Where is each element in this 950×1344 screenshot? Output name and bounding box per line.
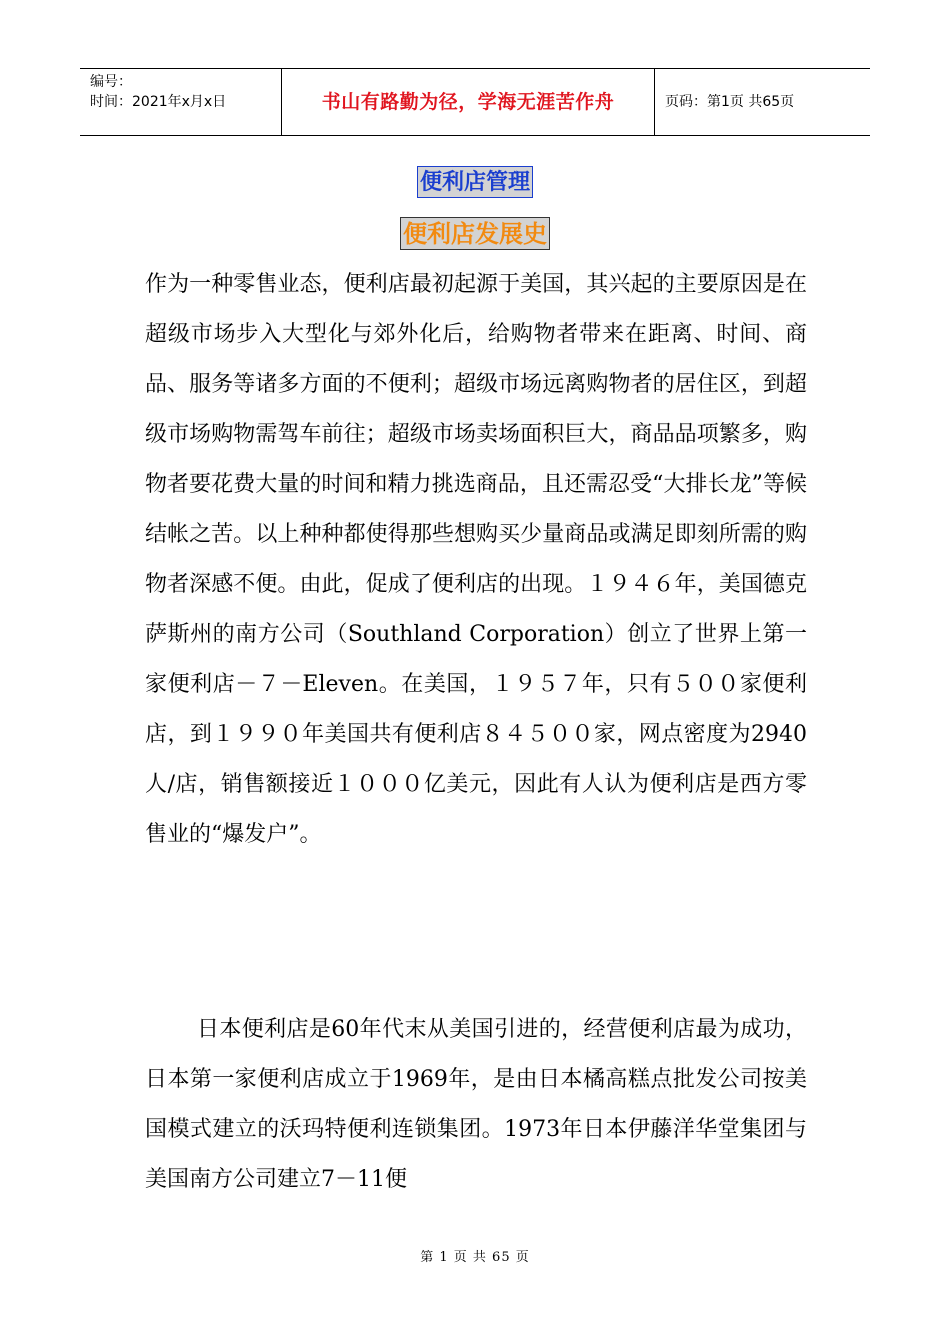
header-motto: 书山有路勤为径，学海无涯苦作舟 [282,69,655,135]
document-date-label: 时间：2021年x月x日 [90,94,227,110]
document-title: 便利店管理 [417,166,533,198]
page-footer: 第 1 页 共 65 页 [420,1250,530,1265]
header-meta [80,69,282,135]
header-page-info: 页码：第1页 共65页 [665,94,795,110]
section-title: 便利店发展史 [400,217,550,250]
paragraph-history-us: 作为一种零售业态，便利店最初起源于美国，其兴起的主要原因是在超级市场步入大型化与郊外化后，给购物者带来在距离、时间、商品、服务等诸多方面的不便利；超级市场远离购物者的居住区，到超级市场购物需驾车前往；超级市场卖场面积巨大，商品品项繁多，购物者要花费大量的时间和精力挑选商品，且还需忍受“大排长龙”等候结帐之苦。以上种种都使得那些想购买少量商品或满足即刻所需的购物者深感不便。由此，促成了便利店的出现。１９４６年，美国德克萨斯州的南方公司（Southland Corporation）创立了世界上第一家便利店－７－Eleven。在美国，１９５７年，只有５００家便利店，到１９９０年美国共有便利店８４５００家，网点密度为2940人/店，销售额接近１０００亿美元，因此有人认为便利店是西方零售业的“爆发户”。 [145,272,807,847]
section-title-block [0,217,950,250]
page-header [80,68,870,136]
document-number-label: 编号： [90,74,132,90]
document-title-block [0,166,950,198]
paragraph-history-japan: 日本便利店是60年代末从美国引进的，经营便利店最为成功，日本第一家便利店成立于1969年，是由日本橘高糕点批发公司按美国模式建立的沃玛特便利连锁集团。1973年日本伊藤洋华堂集团与美国南方公司建立7－11便 [145,1017,807,1192]
